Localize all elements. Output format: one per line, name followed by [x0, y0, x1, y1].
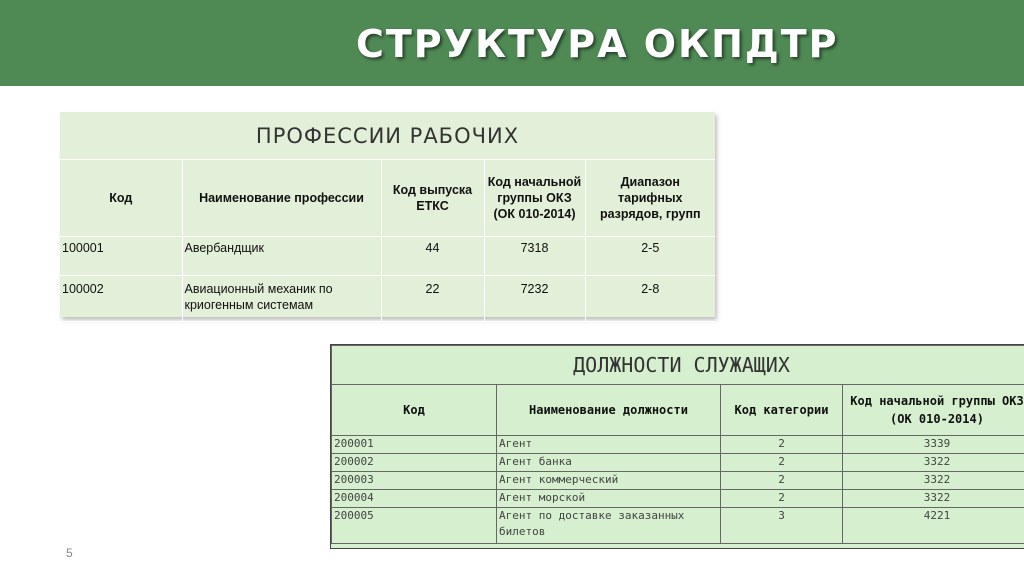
cell-okz: 3339	[843, 436, 1024, 454]
cell-range: 2-8	[585, 276, 715, 322]
column-header: Код	[60, 160, 182, 237]
cell-code: 200001	[332, 436, 497, 454]
cell-name: Агент по доставке заказанных билетов	[497, 508, 721, 544]
column-header: Код	[332, 385, 497, 436]
table-row	[332, 472, 1024, 490]
page-title: СТРУКТУРА ОКПДТР	[356, 22, 839, 66]
column-header: Наименование должности	[497, 385, 721, 436]
cell-name: Авиационный механик по криогенным системам	[182, 276, 381, 322]
table-row	[60, 237, 715, 276]
header-bar	[0, 0, 1024, 86]
cell-category: 3	[721, 508, 843, 544]
column-header: Диапазон тарифных разрядов, групп	[585, 160, 715, 237]
cell-okz: 3322	[843, 454, 1024, 472]
cell-category: 2	[721, 454, 843, 472]
cell-code: 200002	[332, 454, 497, 472]
column-header: Код начальной группы ОКЗ (ОК 010-2014)	[484, 160, 585, 237]
cell-etks: 22	[381, 276, 484, 322]
cell-range: 2-5	[585, 237, 715, 276]
cell-category: 2	[721, 490, 843, 508]
cell-name: Агент коммерческий	[497, 472, 721, 490]
cell-okz: 3322	[843, 472, 1024, 490]
cell-category: 2	[721, 436, 843, 454]
workers-table	[60, 112, 715, 317]
employees-table	[330, 344, 1024, 549]
cell-category: 2	[721, 472, 843, 490]
cell-okz: 7232	[484, 276, 585, 322]
slide-number: 5	[66, 546, 73, 560]
employees-table-title: ДОЛЖНОСТИ СЛУЖАЩИХ	[332, 346, 1024, 385]
table-header-row	[60, 160, 715, 237]
column-header: Код выпуска ЕТКС	[381, 160, 484, 237]
table-row	[332, 436, 1024, 454]
table-header-row	[332, 385, 1024, 436]
cell-okz: 7318	[484, 237, 585, 276]
workers-table-title: ПРОФЕССИИ РАБОЧИХ	[60, 112, 715, 160]
cell-name: Авербандщик	[182, 237, 381, 276]
column-header: Наименование профессии	[182, 160, 381, 237]
cell-code: 100001	[60, 237, 182, 276]
cell-name: Агент банка	[497, 454, 721, 472]
column-header: Код категории	[721, 385, 843, 436]
cell-name: Агент морской	[497, 490, 721, 508]
table-row	[332, 454, 1024, 472]
column-header: Код начальной группы ОКЗ (ОК 010-2014)	[843, 385, 1024, 436]
cell-code: 200004	[332, 490, 497, 508]
table-row	[332, 508, 1024, 544]
cell-etks: 44	[381, 237, 484, 276]
cell-code: 200003	[332, 472, 497, 490]
cell-okz: 3322	[843, 490, 1024, 508]
cell-code: 200005	[332, 508, 497, 544]
cell-name: Агент	[497, 436, 721, 454]
cell-okz: 4221	[843, 508, 1024, 544]
cell-code: 100002	[60, 276, 182, 322]
table-row	[332, 490, 1024, 508]
table-row	[60, 276, 715, 322]
